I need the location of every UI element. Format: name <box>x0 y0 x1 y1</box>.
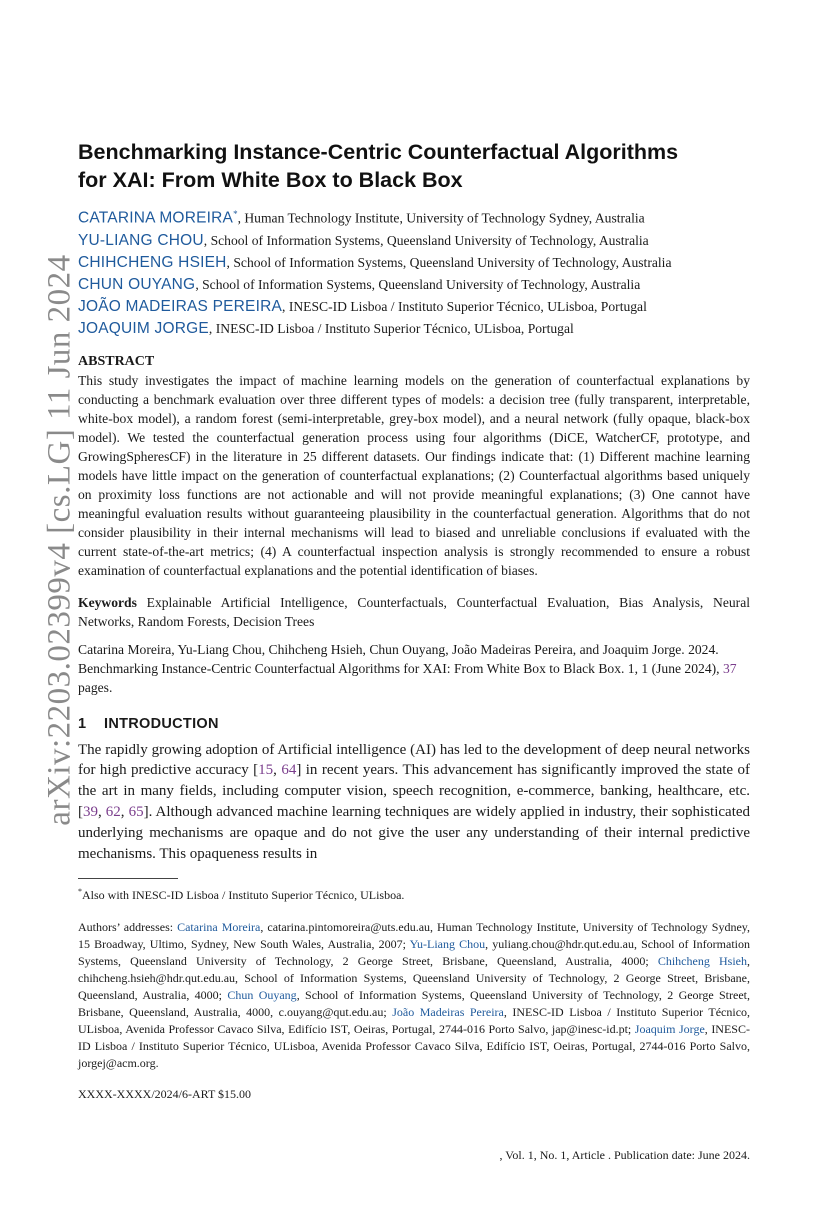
citation-link[interactable]: 62 <box>105 803 121 820</box>
reference-format-end: pages. <box>78 679 113 695</box>
address-text: , yuliang.chou@hdr.qut.edu.au, School of Information Systems, Queensland University of Technology, 2 George Street, Brisbane, Queensland, Australia, 4000; <box>78 937 750 969</box>
section-heading <box>78 714 750 734</box>
keywords <box>78 593 750 631</box>
citation-link[interactable]: 64 <box>281 762 297 779</box>
citation-link[interactable]: 65 <box>128 803 144 820</box>
author-affiliation: , INESC-ID Lisboa / Instituto Superior Técnico, ULisboa, Portugal <box>208 320 574 336</box>
author-name[interactable]: CHIHCHENG HSIEH <box>78 253 227 271</box>
intro-paragraph <box>78 740 750 865</box>
title-line-1: Benchmarking Instance-Centric Counterfactual Algorithms <box>78 140 679 164</box>
footnote-text: Also with INESC-ID Lisboa / Instituto Superior Técnico, ULisboa. <box>82 888 405 903</box>
keywords-text: Explainable Artificial Intelligence, Counterfactuals, Counterfactual Evaluation, Bias Analysis, Neural Networks, Random Forests, Decision Trees <box>78 594 751 629</box>
author-name[interactable]: JOÃO MADEIRAS PEREIRA <box>78 297 283 315</box>
address-text: , chihcheng.hsieh@hdr.qut.edu.au, School of Information Systems, Queensland University of Technology, 2 George Street, Brisbane, Queensland, Australia, 4000; <box>78 954 750 1003</box>
page-footer: , Vol. 1, No. 1, Article . Publication date: June 2024. <box>499 1148 750 1162</box>
reference-format-text: Catarina Moreira, Yu-Liang Chou, Chihcheng Hsieh, Chun Ouyang, João Madeiras Pereira, and Joaquim Jorge. 2024. Benchmarking Instance-Centric Counterfactual Algorithms for XAI: From White Box to Black Box. 1, 1 (June 2024), <box>78 641 723 676</box>
author-link[interactable]: Chihcheng Hsieh <box>657 954 747 969</box>
citation-link[interactable]: 15 <box>258 762 274 779</box>
author-entry <box>78 296 750 318</box>
author-link[interactable]: Catarina Moreira <box>177 920 261 935</box>
address-text: , INESC-ID Lisboa / Instituto Superior Técnico, ULisboa, Avenida Professor Cavaco Silva, Edifício IST, Oeiras, Portugal, 2744-016 Porto Salvo, jap@inesc-id.pt; <box>78 1005 751 1037</box>
author-link[interactable]: Chun Ouyang <box>227 988 297 1003</box>
author-addresses <box>78 919 750 1072</box>
author-name[interactable]: CATARINA MOREIRA <box>78 209 234 227</box>
author-affiliation: , School of Information Systems, Queensland University of Technology, Australia <box>195 276 641 292</box>
section-title: INTRODUCTION <box>104 715 219 732</box>
author-entry <box>78 252 750 274</box>
section-number: 1 <box>78 715 87 732</box>
citation-separator: , <box>120 803 129 820</box>
author-name[interactable]: JOAQUIM JORGE <box>78 319 209 337</box>
author-name[interactable]: CHUN OUYANG <box>78 275 196 293</box>
keywords-label: Keywords <box>78 594 137 610</box>
citation-link[interactable]: 39 <box>83 803 98 820</box>
author-affiliation: , School of Information Systems, Queensland University of Technology, Australia <box>203 232 649 248</box>
page-count-link[interactable]: 37 <box>722 660 737 676</box>
author-affiliation: , INESC-ID Lisboa / Instituto Superior Técnico, ULisboa, Portugal <box>282 298 647 314</box>
intro-text: ]. Although advanced machine learning techniques are widely applied in industry, their sophisticated underlying mechanisms are opaque and do not give the user any understanding of their internal predictive mechanisms. This opaqueness results in <box>78 803 751 862</box>
address-text: , catarina.pintomoreira@uts.edu.au, Human Technology Institute, University of Technology Sydney, 15 Broadway, Ultimo, Sydney, New South Wales, Australia, 2007; <box>78 920 751 952</box>
footnote-mark: * <box>78 887 82 897</box>
footnote <box>78 883 750 904</box>
author-footnote-mark[interactable]: * <box>233 209 238 219</box>
citation-separator: , <box>98 803 106 820</box>
intro-text: ] in recent years. This advancement has significantly improved the state of the art in many fields, including computer vision, speech recognition, e-commerce, banking, healthcare, etc. [ <box>78 762 750 820</box>
footnote-divider <box>78 878 178 879</box>
author-entry <box>78 230 750 252</box>
author-affiliation: , Human Technology Institute, University of Technology Sydney, Australia <box>237 210 645 226</box>
paper-title <box>78 138 750 194</box>
citation-separator: , <box>273 762 282 779</box>
author-entry <box>78 318 750 340</box>
reference-format <box>78 640 750 697</box>
paper-page <box>78 138 750 1102</box>
author-link[interactable]: Joaquim Jorge <box>634 1022 705 1037</box>
author-affiliation: , School of Information Systems, Queensland University of Technology, Australia <box>226 254 672 270</box>
author-link[interactable]: Yu-Liang Chou <box>409 937 486 952</box>
address-text: , INESC-ID Lisboa / Instituto Superior Técnico, ULisboa, Avenida Professor Cavaco Silva, Edifício IST, Oeiras, Portugal, 2744-016 Porto Salvo, jorgej@acm.org. <box>78 1022 750 1071</box>
arxiv-stamp: arXiv:2203.02399v4 [cs.LG] 11 Jun 2024 <box>41 254 78 826</box>
abstract-heading: ABSTRACT <box>78 353 155 369</box>
author-list <box>78 203 750 340</box>
author-name[interactable]: YU-LIANG CHOU <box>78 231 204 249</box>
address-text: , School of Information Systems, Queensland University of Technology, 2 George Street, Brisbane, Queensland, Australia, 4000, c.ouyang@qut.edu.au; <box>78 988 750 1020</box>
intro-text: The rapidly growing adoption of Artificial intelligence (AI) has led to the development of deep neural networks for high predictive accuracy [ <box>78 741 750 779</box>
author-entry <box>78 203 750 230</box>
author-entry <box>78 274 750 296</box>
price-line: XXXX-XXXX/2024/6-ART $15.00 <box>78 1087 252 1102</box>
title-line-2: for XAI: From White Box to Black Box <box>78 168 463 192</box>
addresses-lead: Authors’ addresses: <box>78 920 178 935</box>
author-link[interactable]: João Madeiras Pereira <box>392 1005 504 1020</box>
abstract-text: This study investigates the impact of machine learning models on the generation of counterfactual explanations by conducting a benchmark evaluation over three different types of models: a decision tree (fully transparent, interpretable, white-box model), a random forest (semi-interpretable, grey-box model), and a neural network (fully opaque, black-box model). We tested the counterfactual generation process using four algorithms (DiCE, WatcherCF, prototype, and GrowingSpheresCF) in the literature in 25 different datasets. Our findings indicate that: (1) Different machine learning models have little impact on the generation of counterfactual explanations; (2) Counterfactual algorithms based uniquely on proximity loss functions are not actionable and will not provide meaningful explanations; (3) One cannot have meaningful evaluation results without guaranteeing plausibility in the counterfactual generation. Algorithms that do not consider plausibility in their internal mechanisms will lead to biased and unreliable conclusions if evaluated with the current state-of-the-art metrics; (4) A counterfactual inspection analysis is strongly recommended to ensure a robust examination of counterfactual explanations and the potential identification of biases. <box>78 372 750 578</box>
